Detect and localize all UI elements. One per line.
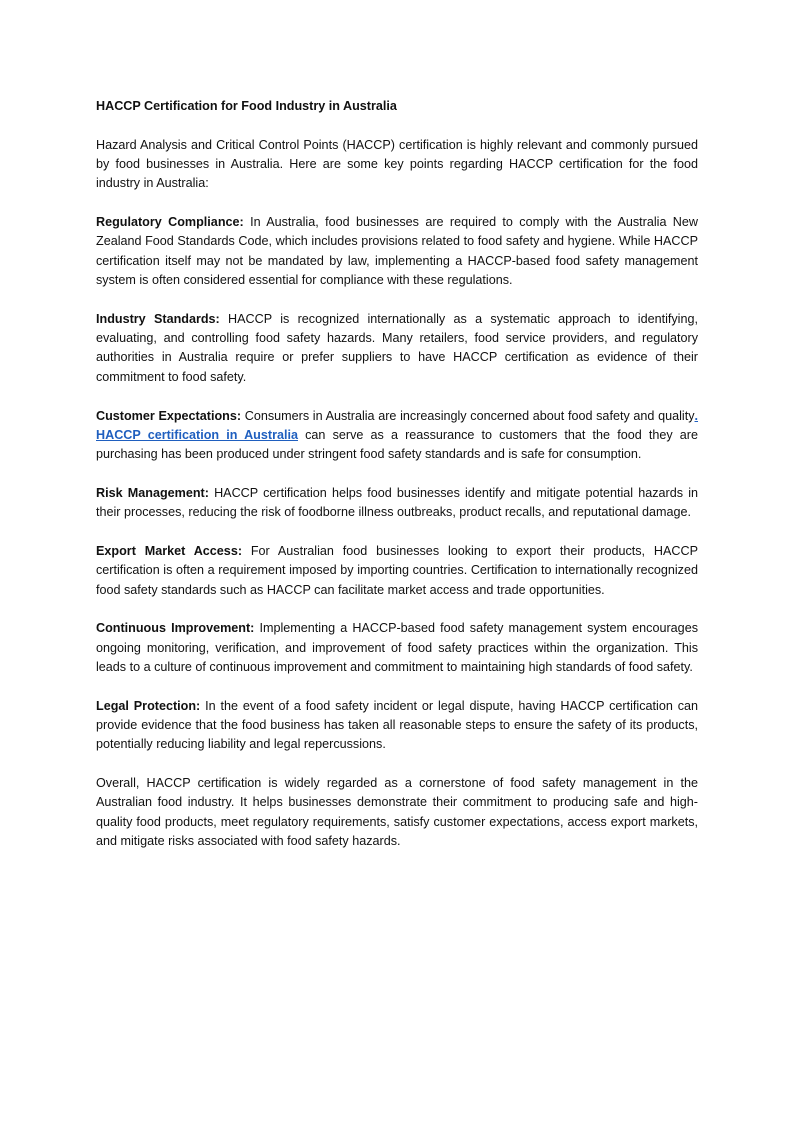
intro-paragraph: Hazard Analysis and Critical Control Points (HACCP) certification is highly relevant and commonly pursued by food businesses in Australia. Here are some key points regarding HACCP certification for the food industry in Australia: bbox=[96, 137, 698, 191]
section-text: Consumers in Australia are increasingly concerned about food safety and quality bbox=[241, 408, 695, 423]
section-text: For Australian food businesses looking to export their products, HACCP certification is often a requirement imposed by importing countries. Certification to internationally recognized food safety standards such as HACCP can facilitate market access and trade opportunities. bbox=[96, 543, 698, 597]
section-heading: Regulatory Compliance: bbox=[96, 215, 244, 230]
section-heading: Export Market Access: bbox=[96, 543, 243, 558]
section-continuous-improvement bbox=[96, 619, 698, 677]
section-risk-management bbox=[96, 484, 698, 523]
section-text: HACCP certification helps food businesses identify and mitigate potential hazards in their processes, reducing the risk of foodborne illness outbreaks, product recalls, and reputational damage. bbox=[96, 485, 698, 520]
section-customer-expectations bbox=[96, 407, 698, 465]
section-heading: Industry Standards: bbox=[96, 311, 220, 326]
section-text: can serve as a reassurance to customers that the food they are purchasing has been produced under stringent food safety standards and is safe for consumption. bbox=[96, 427, 698, 462]
section-text: Implementing a HACCP-based food safety management system encourages ongoing monitoring, verification, and improvement of food safety practices within the organization. This leads to a culture of continuous improvement and commitment to maintaining high standards of food safety. bbox=[96, 621, 698, 674]
document-page bbox=[96, 97, 698, 871]
section-regulatory-compliance bbox=[96, 213, 698, 290]
conclusion-paragraph: Overall, HACCP certification is widely regarded as a cornerstone of food safety management in the Australian food industry. It helps businesses demonstrate their commitment to producing safe and high-quality food products, meet regulatory requirements, satisfy customer expectations, access export markets, and mitigate risks associated with food safety hazards. bbox=[96, 776, 698, 849]
section-text: HACCP is recognized internationally as a systematic approach to identifying, evaluating, and controlling food safety hazards. Many retailers, food service providers, and regulatory authorities in Australia require or prefer suppliers to have HACCP certification as evidence of their commitment to food safety. bbox=[96, 311, 698, 384]
section-text: In the event of a food safety incident or legal dispute, having HACCP certification can provide evidence that the food business has taken all reasonable steps to ensure the safety of its products, potentially reducing liability and legal repercussions. bbox=[96, 698, 698, 752]
section-heading: Risk Management: bbox=[96, 485, 209, 500]
section-legal-protection bbox=[96, 697, 698, 755]
section-heading: Legal Protection: bbox=[96, 698, 201, 713]
section-text: In Australia, food businesses are required to comply with the Australia New Zealand Food Standards Code, which includes provisions related to food safety and hygiene. While HACCP certification itself may not be mandated by law, implementing a HACCP-based food safety management system is often considered essential for compliance with these regulations. bbox=[96, 215, 698, 288]
section-export-market-access bbox=[96, 542, 698, 600]
section-heading: Continuous Improvement: bbox=[96, 621, 255, 636]
document-title: HACCP Certification for Food Industry in Australia bbox=[96, 99, 397, 113]
section-industry-standards bbox=[96, 310, 698, 387]
haccp-certification-link[interactable]: . HACCP certification in Australia bbox=[96, 408, 699, 442]
section-heading: Customer Expectations: bbox=[96, 408, 242, 423]
